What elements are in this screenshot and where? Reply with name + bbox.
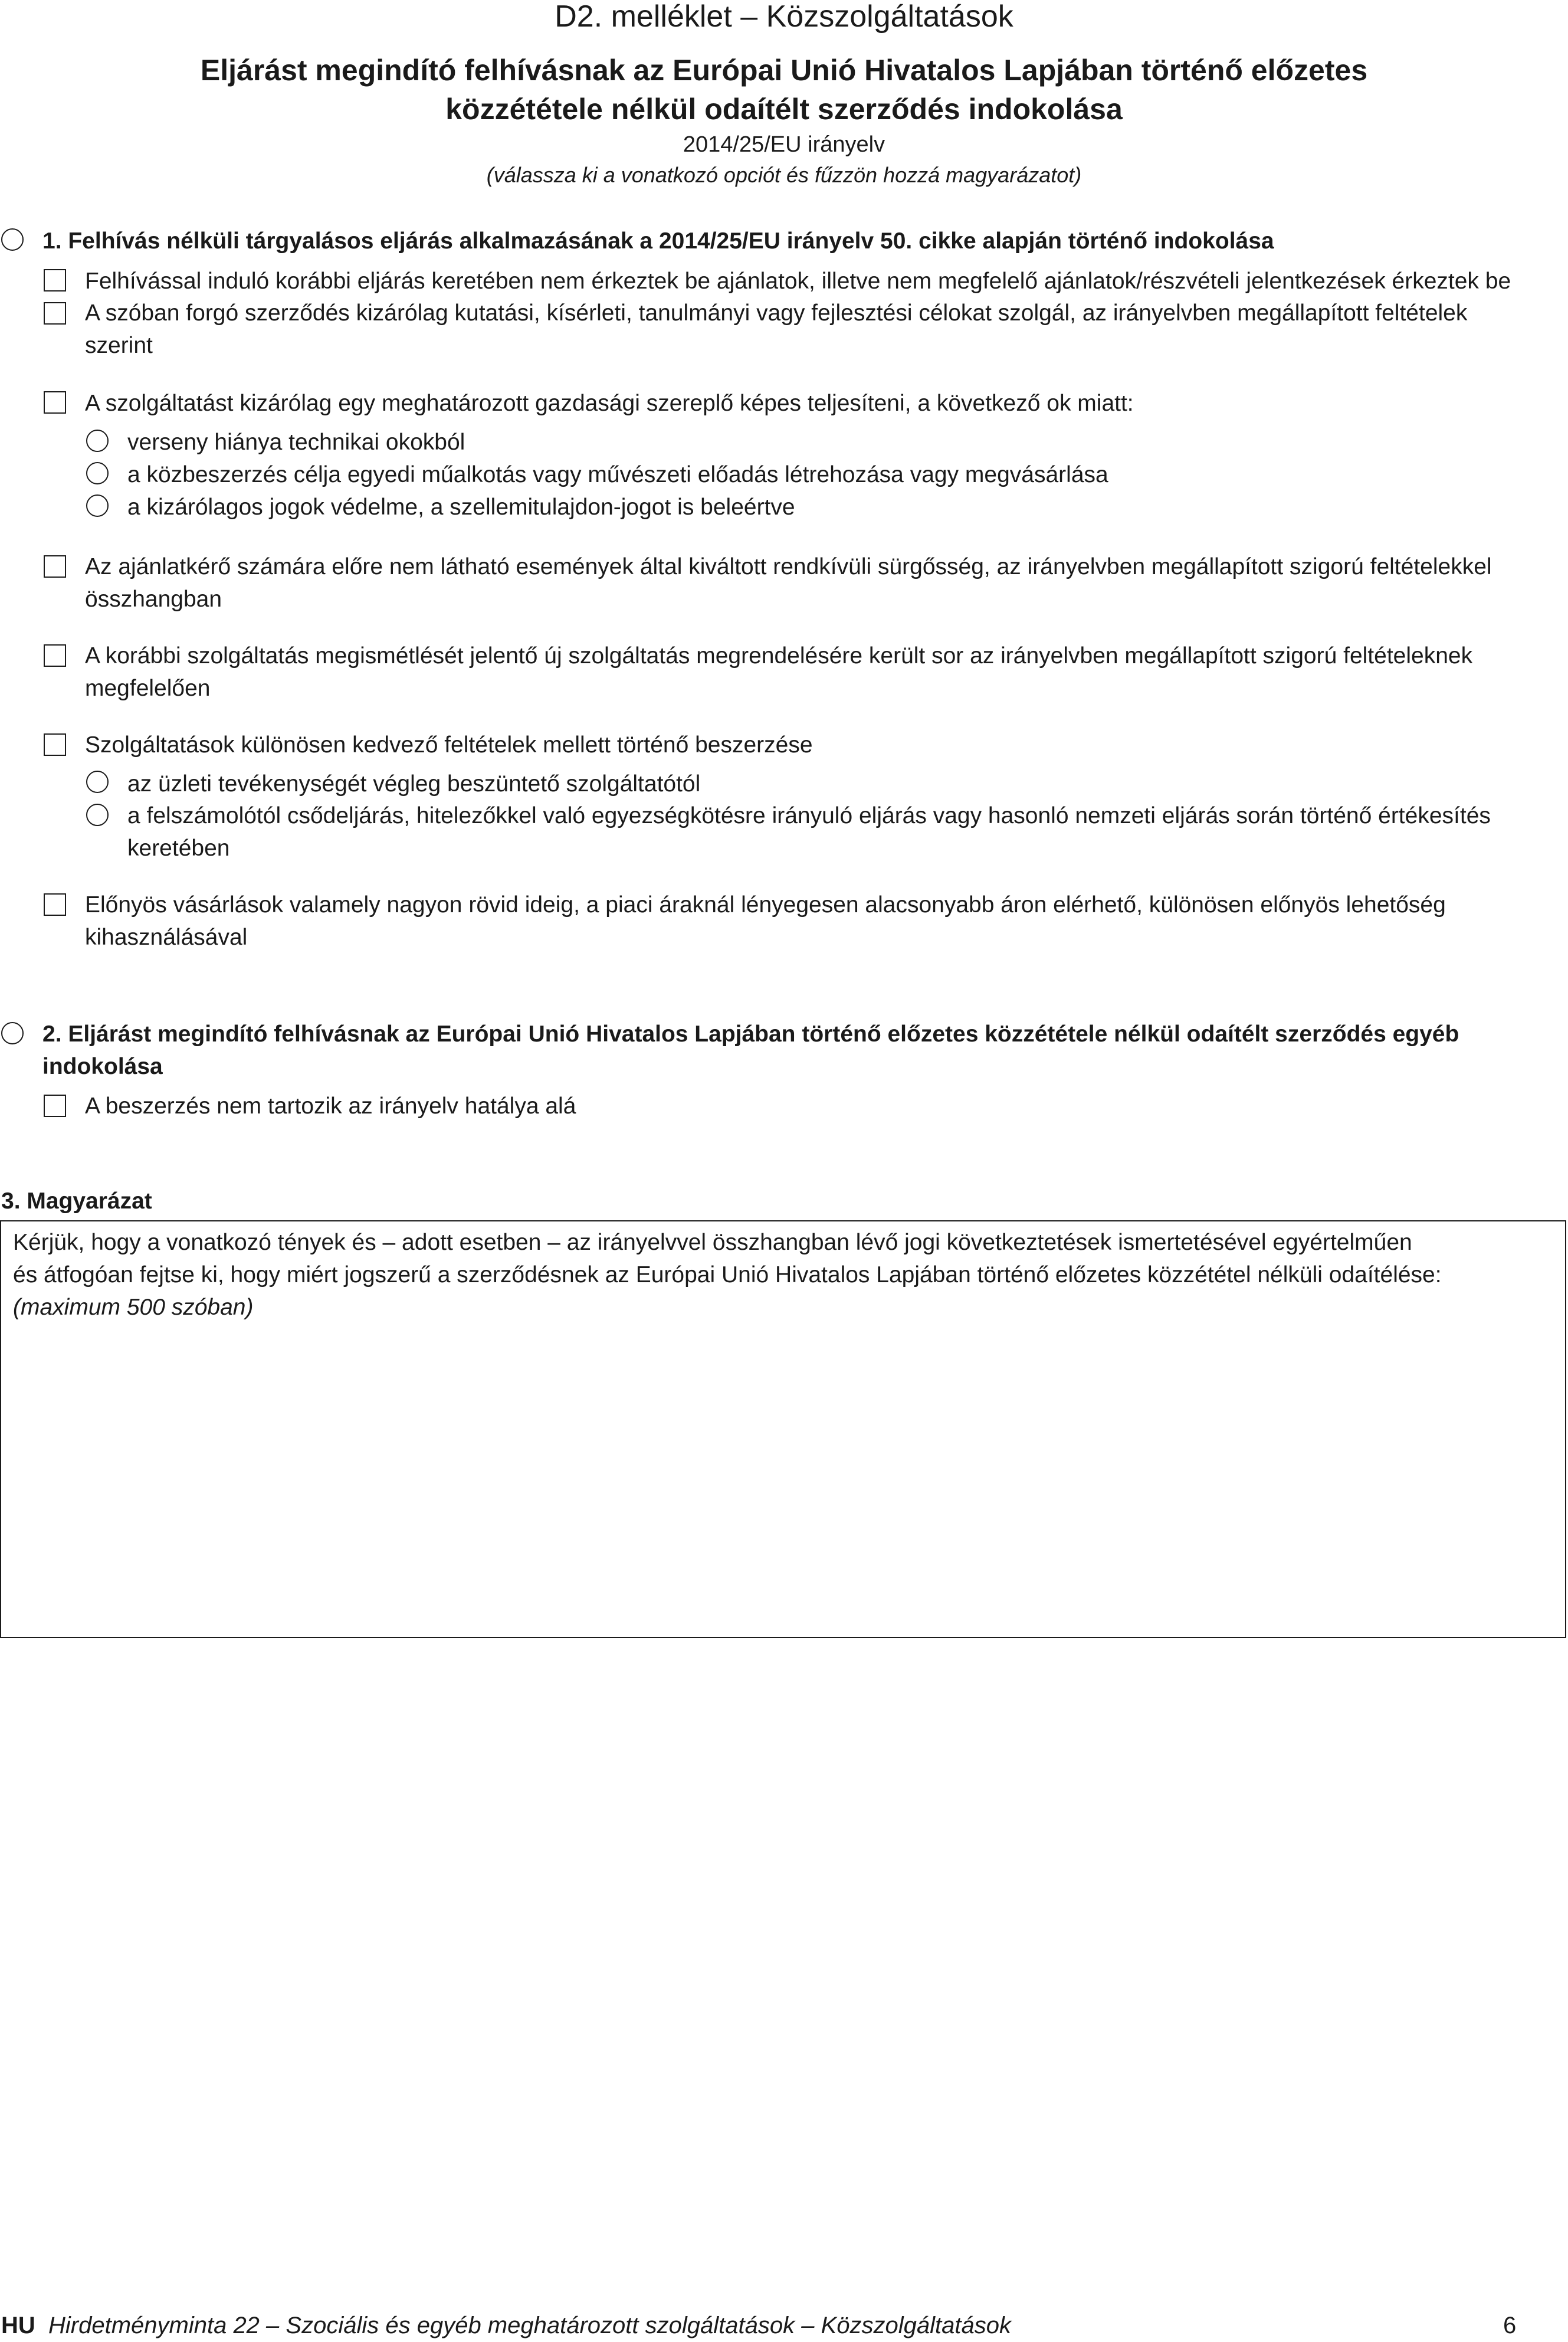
opt7-label-line2: kihasználásával	[85, 925, 248, 950]
opt3-sub3-radio[interactable]	[86, 494, 109, 517]
section2-opt1-label: A beszerzés nem tartozik az irányelv hatálya alá	[85, 1093, 576, 1119]
opt6-checkbox[interactable]	[44, 733, 66, 756]
section2-heading-line1: 2. Eljárást megindító felhívásnak az Európai Unió Hivatalos Lapjában történő előzetes közzététele nélkül odaítélt szerződés egyéb	[42, 1021, 1459, 1047]
opt6-sub1-label: az üzleti tevékenységét végleg beszüntető szolgáltatótól	[127, 771, 701, 797]
opt5-checkbox[interactable]	[44, 644, 66, 667]
opt4-checkbox[interactable]	[44, 555, 66, 578]
opt3-checkbox[interactable]	[44, 391, 66, 414]
section2-opt1-checkbox[interactable]	[44, 1095, 66, 1117]
section2-heading-line2: indokolása	[42, 1054, 163, 1079]
section2-radio[interactable]	[1, 1022, 24, 1044]
section1-radio[interactable]	[1, 228, 24, 251]
opt4-label-line1: Az ajánlatkérő számára előre nem látható események által kiváltott rendkívüli sürgősség, az irányelvben megállapított szigorú feltételekkel	[85, 554, 1492, 579]
form-title-line1: Eljárást megindító felhívásnak az Európai Unió Hivatalos Lapjában történő előzetes	[200, 54, 1368, 87]
opt1-checkbox[interactable]	[44, 269, 66, 291]
instruction-note: (válassza ki a vonatkozó opciót és fűzzön hozzá magyarázatot)	[486, 163, 1082, 187]
opt5-label-line2: megfelelően	[85, 676, 211, 701]
opt3-sub2-label: a közbeszerzés célja egyedi műalkotás vagy művészeti előadás létrehozása vagy megvásárlása	[127, 462, 1108, 487]
directive-label: 2014/25/EU irányelv	[683, 132, 885, 157]
form-title-line2: közzététele nélkül odaítélt szerződés indokolása	[445, 93, 1123, 126]
opt6-sub1-radio[interactable]	[86, 771, 109, 793]
opt2-label-line1: A szóban forgó szerződés kizárólag kutatási, kísérleti, tanulmányi vagy fejlesztési célokat szolgál, az irányelvben megállapított feltételek	[85, 300, 1468, 326]
opt2-label-line2: szerint	[85, 333, 153, 358]
opt3-sub3-label: a kizárólagos jogok védelme, a szellemitulajdon-jogot is beleértve	[127, 494, 795, 520]
opt1-label: Felhívással induló korábbi eljárás keretében nem érkeztek be ajánlatok, illetve nem megfelelő ajánlatok/részvételi jelentkezések érkeztek be	[85, 268, 1511, 294]
opt5-label-line1: A korábbi szolgáltatás megismétlését jelentő új szolgáltatás megrendelésére került sor az irányelvben megállapított szigorú feltételeknek	[85, 643, 1473, 669]
opt3-label: A szolgáltatást kizárólag egy meghatározott gazdasági szereplő képes teljesíteni, a következő ok miatt:	[85, 391, 1134, 416]
explanation-instruction-line2: és átfogóan fejtse ki, hogy miért jogszerű a szerződésnek az Európai Unió Hivatalos Lapjában történő előzetes közzététel nélküli odaítélése:	[13, 1262, 1442, 1288]
opt6-sub2-radio[interactable]	[86, 804, 109, 826]
footer-form-name: Hirdetményminta 22 – Szociális és egyéb meghatározott szolgáltatások – Közszolgáltatások	[48, 2312, 1011, 2338]
page-number: 6	[1503, 2312, 1517, 2338]
section1-heading: 1. Felhívás nélküli tárgyalásos eljárás alkalmazásának a 2014/25/EU irányelv 50. cikke alapján történő indokolása	[42, 228, 1274, 254]
opt6-sub2-label-line1: a felszámolótól csődeljárás, hitelezőkkel való egyezségkötésre irányuló eljárás vagy hasonló nemzeti eljárás során történő értékesítés	[127, 803, 1491, 828]
opt6-label: Szolgáltatások különösen kedvező feltételek mellett történő beszerzése	[85, 732, 813, 758]
footer-language: HU	[1, 2312, 35, 2338]
opt6-sub2-label-line2: keretében	[127, 836, 230, 861]
opt7-checkbox[interactable]	[44, 893, 66, 916]
annex-title: D2. melléklet – Közszolgáltatások	[555, 0, 1013, 34]
opt3-sub2-radio[interactable]	[86, 462, 109, 484]
explanation-word-limit: (maximum 500 szóban)	[13, 1295, 254, 1320]
explanation-instruction-line1: Kérjük, hogy a vonatkozó tények és – adott esetben – az irányelvvel összhangban lévő jogi következtetések ismertetésével egyértelműen	[13, 1230, 1412, 1255]
opt7-label-line1: Előnyös vásárlások valamely nagyon rövid ideig, a piaci áraknál lényegesen alacsonyabb áron elérhető, különösen előnyös lehetőség	[85, 892, 1446, 918]
opt3-sub1-radio[interactable]	[86, 430, 109, 452]
opt2-checkbox[interactable]	[44, 302, 66, 325]
explanation-textarea[interactable]	[0, 1220, 1566, 1638]
opt4-label-line2: összhangban	[85, 587, 222, 612]
section3-heading: 3. Magyarázat	[1, 1188, 152, 1214]
opt3-sub1-label: verseny hiánya technikai okokból	[127, 430, 465, 455]
